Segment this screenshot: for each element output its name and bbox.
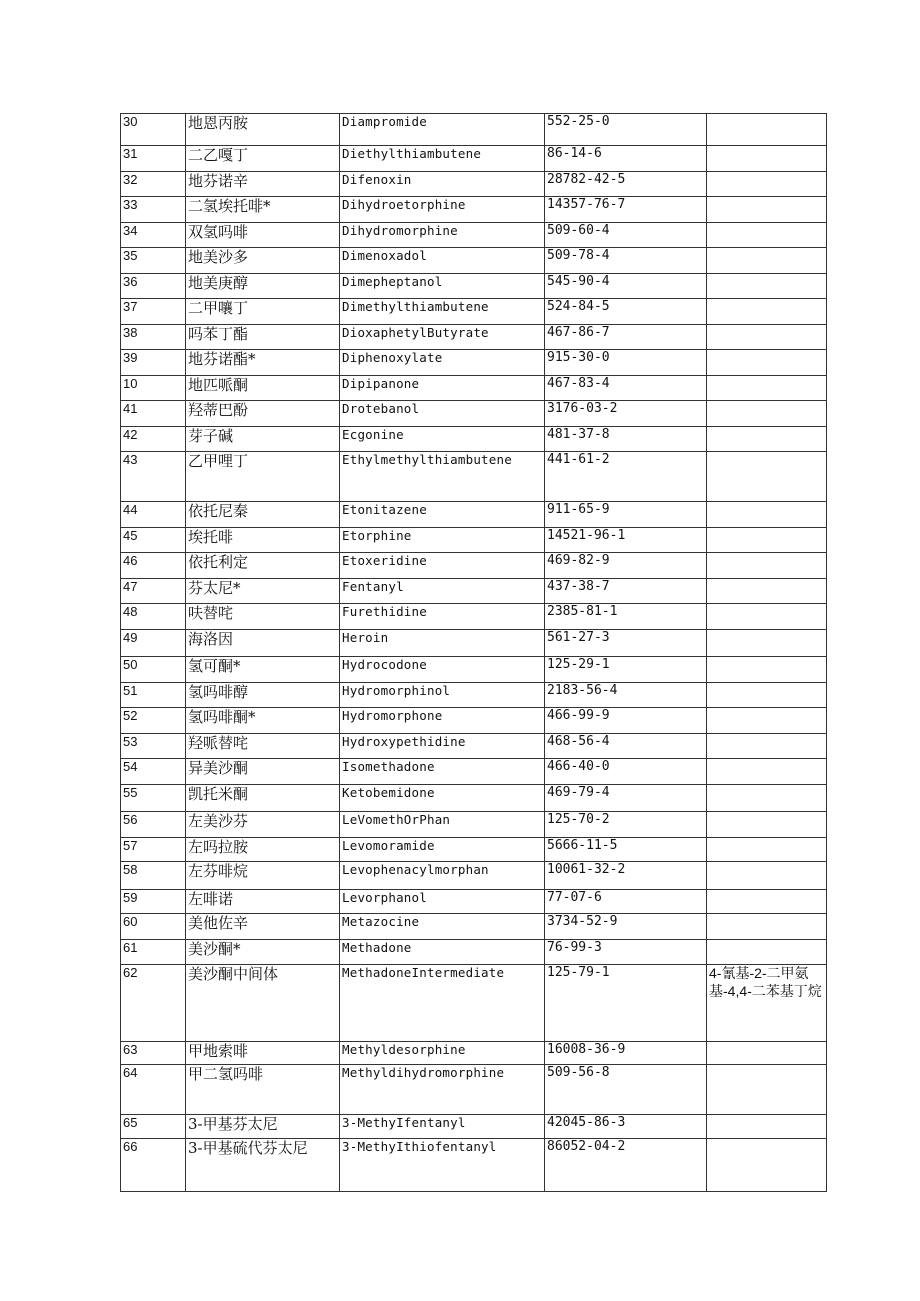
row-number-cell: 64 <box>121 1065 186 1115</box>
row-number-cell: 53 <box>121 734 186 759</box>
english-name-cell: DioxaphetylButyrate <box>340 325 545 350</box>
english-name-cell: Hydroxypethidine <box>340 734 545 759</box>
row-number-cell: 39 <box>121 350 186 376</box>
english-name-cell: Dihydroetorphine <box>340 197 545 223</box>
cas-number-cell: 16008-36-9 <box>545 1042 707 1065</box>
cas-number-cell: 125-29-1 <box>545 657 707 683</box>
english-name-cell: Diampromide <box>340 114 545 146</box>
row-number-cell: 47 <box>121 579 186 604</box>
remark-cell <box>707 401 827 427</box>
remark-cell <box>707 114 827 146</box>
row-number-cell: 54 <box>121 759 186 785</box>
row-number-cell: 65 <box>121 1115 186 1139</box>
remark-cell <box>707 528 827 553</box>
english-name-cell: Etorphine <box>340 528 545 553</box>
remark-cell <box>707 604 827 630</box>
table-row <box>121 657 827 683</box>
cas-number-cell: 509-56-8 <box>545 1065 707 1115</box>
table-row <box>121 759 827 785</box>
remark-cell <box>707 1065 827 1115</box>
chinese-name-cell: 3-甲基硫代芬太尼 <box>186 1139 340 1192</box>
english-name-cell: Dipipanone <box>340 376 545 401</box>
remark-cell <box>707 838 827 862</box>
english-name-cell: Diethylthiambutene <box>340 146 545 172</box>
table-row <box>121 838 827 862</box>
table-row <box>121 579 827 604</box>
table-row <box>121 401 827 427</box>
cas-number-cell: 2385-81-1 <box>545 604 707 630</box>
row-number-cell: 37 <box>121 299 186 325</box>
table-row <box>121 1042 827 1065</box>
chinese-name-cell: 二氢埃托啡* <box>186 197 340 223</box>
remark-cell <box>707 223 827 248</box>
chinese-name-cell: 3-甲基芬太尼 <box>186 1115 340 1139</box>
row-number-cell: 55 <box>121 785 186 812</box>
english-name-cell: Isomethadone <box>340 759 545 785</box>
english-name-cell: 3-MethyIthiofentanyl <box>340 1139 545 1192</box>
remark-cell <box>707 785 827 812</box>
chinese-name-cell: 甲地索啡 <box>186 1042 340 1065</box>
english-name-cell: Furethidine <box>340 604 545 630</box>
cas-number-cell: 3176-03-2 <box>545 401 707 427</box>
cas-number-cell: 10061-32-2 <box>545 862 707 890</box>
row-number-cell: 36 <box>121 274 186 299</box>
row-number-cell: 59 <box>121 890 186 914</box>
table-row <box>121 248 827 274</box>
chinese-name-cell: 乙甲哩丁 <box>186 452 340 502</box>
chinese-name-cell: 氢吗啡酮* <box>186 708 340 734</box>
chinese-name-cell: 左啡诺 <box>186 890 340 914</box>
english-name-cell: Levomoramide <box>340 838 545 862</box>
chinese-name-cell: 双氢吗啡 <box>186 223 340 248</box>
cas-number-cell: 552-25-0 <box>545 114 707 146</box>
cas-number-cell: 466-40-0 <box>545 759 707 785</box>
remark-cell <box>707 553 827 579</box>
english-name-cell: Fentanyl <box>340 579 545 604</box>
table-row <box>121 528 827 553</box>
table-row <box>121 325 827 350</box>
cas-number-cell: 86-14-6 <box>545 146 707 172</box>
cas-number-cell: 2183-56-4 <box>545 683 707 708</box>
remark-cell <box>707 350 827 376</box>
row-number-cell: 66 <box>121 1139 186 1192</box>
english-name-cell: Methyldesorphine <box>340 1042 545 1065</box>
row-number-cell: 35 <box>121 248 186 274</box>
remark-cell <box>707 502 827 528</box>
table-row <box>121 146 827 172</box>
english-name-cell: Dimenoxadol <box>340 248 545 274</box>
table-row <box>121 812 827 838</box>
table-row <box>121 172 827 197</box>
chinese-name-cell: 二乙嘎丁 <box>186 146 340 172</box>
cas-number-cell: 509-60-4 <box>545 223 707 248</box>
row-number-cell: 49 <box>121 630 186 657</box>
table-row <box>121 940 827 965</box>
substance-table-body <box>121 114 827 1192</box>
chinese-name-cell: 埃托啡 <box>186 528 340 553</box>
row-number-cell: 43 <box>121 452 186 502</box>
row-number-cell: 10 <box>121 376 186 401</box>
remark-cell <box>707 657 827 683</box>
table-row <box>121 630 827 657</box>
english-name-cell: Diphenoxylate <box>340 350 545 376</box>
table-row <box>121 299 827 325</box>
cas-number-cell: 125-79-1 <box>545 965 707 1042</box>
table-row <box>121 708 827 734</box>
table-row <box>121 350 827 376</box>
table-row <box>121 1115 827 1139</box>
chinese-name-cell: 二甲嚷丁 <box>186 299 340 325</box>
cas-number-cell: 42045-86-3 <box>545 1115 707 1139</box>
cas-number-cell: 915-30-0 <box>545 350 707 376</box>
cas-number-cell: 3734-52-9 <box>545 914 707 940</box>
english-name-cell: Levophenacylmorphan <box>340 862 545 890</box>
row-number-cell: 56 <box>121 812 186 838</box>
chinese-name-cell: 海洛因 <box>186 630 340 657</box>
row-number-cell: 41 <box>121 401 186 427</box>
row-number-cell: 62 <box>121 965 186 1042</box>
english-name-cell: Hydromorphinol <box>340 683 545 708</box>
chinese-name-cell: 芬太尼* <box>186 579 340 604</box>
remark-cell <box>707 1115 827 1139</box>
english-name-cell: Dimepheptanol <box>340 274 545 299</box>
english-name-cell: Methyldihydromorphine <box>340 1065 545 1115</box>
row-number-cell: 46 <box>121 553 186 579</box>
chinese-name-cell: 氢吗啡醇 <box>186 683 340 708</box>
cas-number-cell: 561-27-3 <box>545 630 707 657</box>
remark-cell <box>707 376 827 401</box>
chinese-name-cell: 依托利定 <box>186 553 340 579</box>
row-number-cell: 48 <box>121 604 186 630</box>
cas-number-cell: 28782-42-5 <box>545 172 707 197</box>
english-name-cell: Dimethylthiambutene <box>340 299 545 325</box>
table-row <box>121 452 827 502</box>
chinese-name-cell: 地芬诺酯* <box>186 350 340 376</box>
table-row <box>121 914 827 940</box>
chinese-name-cell: 美沙酮* <box>186 940 340 965</box>
cas-number-cell: 14357-76-7 <box>545 197 707 223</box>
remark-cell <box>707 914 827 940</box>
remark-cell <box>707 862 827 890</box>
english-name-cell: Hydromorphone <box>340 708 545 734</box>
english-name-cell: 3-MethyIfentanyl <box>340 1115 545 1139</box>
table-row <box>121 785 827 812</box>
cas-number-cell: 911-65-9 <box>545 502 707 528</box>
chinese-name-cell: 羟哌替咤 <box>186 734 340 759</box>
cas-number-cell: 77-07-6 <box>545 890 707 914</box>
chinese-name-cell: 芽子碱 <box>186 427 340 452</box>
english-name-cell: Etonitazene <box>340 502 545 528</box>
table-row <box>121 223 827 248</box>
row-number-cell: 42 <box>121 427 186 452</box>
remark-cell <box>707 197 827 223</box>
chinese-name-cell: 左吗拉胺 <box>186 838 340 862</box>
remark-cell <box>707 248 827 274</box>
remark-cell <box>707 759 827 785</box>
cas-number-cell: 125-70-2 <box>545 812 707 838</box>
table-row <box>121 1139 827 1192</box>
table-row <box>121 734 827 759</box>
chinese-name-cell: 地匹哌酮 <box>186 376 340 401</box>
row-number-cell: 63 <box>121 1042 186 1065</box>
row-number-cell: 60 <box>121 914 186 940</box>
row-number-cell: 50 <box>121 657 186 683</box>
english-name-cell: Ketobemidone <box>340 785 545 812</box>
table-row <box>121 553 827 579</box>
remark-cell <box>707 579 827 604</box>
row-number-cell: 61 <box>121 940 186 965</box>
table-row <box>121 890 827 914</box>
cas-number-cell: 468-56-4 <box>545 734 707 759</box>
english-name-cell: Ethylmethylthiambutene <box>340 452 545 502</box>
remark-cell <box>707 172 827 197</box>
cas-number-cell: 466-99-9 <box>545 708 707 734</box>
table-row <box>121 427 827 452</box>
table-row <box>121 197 827 223</box>
row-number-cell: 38 <box>121 325 186 350</box>
cas-number-cell: 86052-04-2 <box>545 1139 707 1192</box>
remark-cell <box>707 890 827 914</box>
chinese-name-cell: 依托尼秦 <box>186 502 340 528</box>
row-number-cell: 33 <box>121 197 186 223</box>
chinese-name-cell: 吗苯丁酯 <box>186 325 340 350</box>
chinese-name-cell: 呋替咤 <box>186 604 340 630</box>
cas-number-cell: 467-86-7 <box>545 325 707 350</box>
english-name-cell: MethadoneIntermediate <box>340 965 545 1042</box>
cas-number-cell: 14521-96-1 <box>545 528 707 553</box>
remark-cell <box>707 299 827 325</box>
chinese-name-cell: 氢可酮* <box>186 657 340 683</box>
substance-table <box>120 113 827 1192</box>
chinese-name-cell: 凯托米酮 <box>186 785 340 812</box>
chinese-name-cell: 左美沙芬 <box>186 812 340 838</box>
row-number-cell: 57 <box>121 838 186 862</box>
remark-cell <box>707 274 827 299</box>
chinese-name-cell: 地芬诺辛 <box>186 172 340 197</box>
chinese-name-cell: 羟蒂巴酚 <box>186 401 340 427</box>
english-name-cell: LeVomethOrPhan <box>340 812 545 838</box>
english-name-cell: Etoxeridine <box>340 553 545 579</box>
cas-number-cell: 5666-11-5 <box>545 838 707 862</box>
row-number-cell: 45 <box>121 528 186 553</box>
remark-cell <box>707 452 827 502</box>
cas-number-cell: 441-61-2 <box>545 452 707 502</box>
table-row <box>121 376 827 401</box>
cas-number-cell: 545-90-4 <box>545 274 707 299</box>
cas-number-cell: 509-78-4 <box>545 248 707 274</box>
chinese-name-cell: 地美沙多 <box>186 248 340 274</box>
table-row <box>121 604 827 630</box>
table-row <box>121 502 827 528</box>
english-name-cell: Levorphanol <box>340 890 545 914</box>
english-name-cell: Drotebanol <box>340 401 545 427</box>
table-row <box>121 114 827 146</box>
remark-cell <box>707 427 827 452</box>
table-row <box>121 862 827 890</box>
remark-cell <box>707 630 827 657</box>
english-name-cell: Heroin <box>340 630 545 657</box>
cas-number-cell: 467-83-4 <box>545 376 707 401</box>
row-number-cell: 52 <box>121 708 186 734</box>
chinese-name-cell: 左芬啡烷 <box>186 862 340 890</box>
remark-cell <box>707 812 827 838</box>
remark-cell <box>707 1042 827 1065</box>
row-number-cell: 31 <box>121 146 186 172</box>
remark-cell <box>707 1139 827 1192</box>
table-row <box>121 274 827 299</box>
remark-cell <box>707 683 827 708</box>
remark-cell <box>707 146 827 172</box>
chinese-name-cell: 甲二氢吗啡 <box>186 1065 340 1115</box>
row-number-cell: 32 <box>121 172 186 197</box>
cas-number-cell: 524-84-5 <box>545 299 707 325</box>
remark-cell <box>707 734 827 759</box>
row-number-cell: 30 <box>121 114 186 146</box>
remark-cell <box>707 940 827 965</box>
english-name-cell: Ecgonine <box>340 427 545 452</box>
cas-number-cell: 481-37-8 <box>545 427 707 452</box>
chinese-name-cell: 地恩丙胺 <box>186 114 340 146</box>
table-row <box>121 683 827 708</box>
cas-number-cell: 76-99-3 <box>545 940 707 965</box>
english-name-cell: Metazocine <box>340 914 545 940</box>
row-number-cell: 34 <box>121 223 186 248</box>
english-name-cell: Difenoxin <box>340 172 545 197</box>
remark-cell: 4-氰基-2-二甲氨基-4,4-二苯基丁烷 <box>707 965 827 1042</box>
chinese-name-cell: 美他佐辛 <box>186 914 340 940</box>
english-name-cell: Hydrocodone <box>340 657 545 683</box>
cas-number-cell: 469-82-9 <box>545 553 707 579</box>
chinese-name-cell: 美沙酮中间体 <box>186 965 340 1042</box>
remark-cell <box>707 708 827 734</box>
cas-number-cell: 437-38-7 <box>545 579 707 604</box>
row-number-cell: 58 <box>121 862 186 890</box>
table-row <box>121 1065 827 1115</box>
table-row <box>121 965 827 1042</box>
english-name-cell: Dihydromorphine <box>340 223 545 248</box>
chinese-name-cell: 异美沙酮 <box>186 759 340 785</box>
chinese-name-cell: 地美庚醇 <box>186 274 340 299</box>
cas-number-cell: 469-79-4 <box>545 785 707 812</box>
row-number-cell: 44 <box>121 502 186 528</box>
english-name-cell: Methadone <box>340 940 545 965</box>
remark-cell <box>707 325 827 350</box>
row-number-cell: 51 <box>121 683 186 708</box>
